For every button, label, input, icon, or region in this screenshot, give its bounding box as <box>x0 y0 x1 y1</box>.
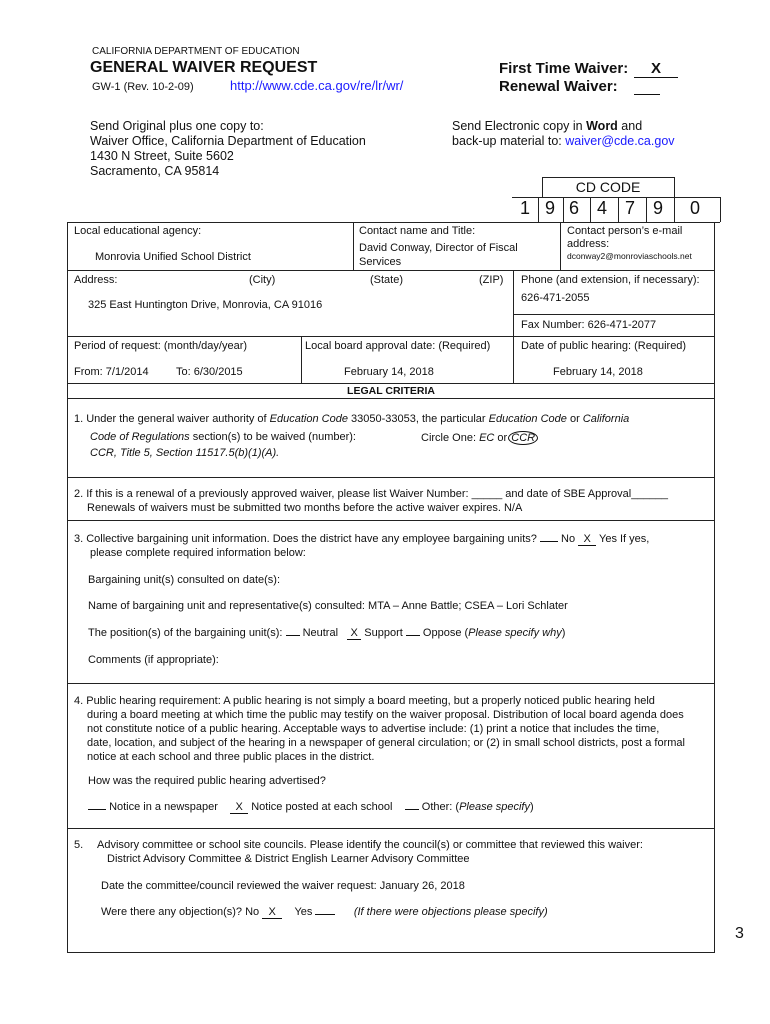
position-label: The position(s) of the bargaining unit(s): <box>88 627 283 639</box>
newspaper-blank[interactable] <box>88 809 106 810</box>
send-line: Sacramento, CA 95814 <box>90 164 220 178</box>
send-electronic-text: Send Electronic copy in <box>452 119 587 133</box>
fax-number[interactable]: Fax Number: 626-471-2077 <box>521 319 657 331</box>
cd-code-digit: 6 <box>568 198 579 218</box>
bargaining-position <box>88 627 565 640</box>
cde-url-link[interactable]: http://www.cde.ca.gov/re/lr/wr/ <box>230 78 404 93</box>
lea-value[interactable]: Monrovia Unified School District <box>95 251 251 263</box>
q1-part: section(s) to be waived (number): <box>189 431 356 443</box>
zip-label: (ZIP) <box>479 274 504 286</box>
send-original-block <box>90 119 366 179</box>
page-number: 3 <box>735 925 744 942</box>
posted-blank[interactable]: X <box>230 801 248 814</box>
objections-note: (If there were objections please specify) <box>353 906 548 918</box>
oppose-end: ) <box>561 627 566 639</box>
q4-line: during a board meeting at which time the public may testify on the waiver proposal. Distribution of local board agenda does <box>87 709 684 721</box>
q1-part: Code of Regulations <box>90 431 190 443</box>
q4-line: 4. Public hearing requirement: A public hearing is not simply a board meeting, but a properly noticed public hearing held <box>74 695 655 707</box>
ec-option[interactable]: EC <box>479 432 495 444</box>
objections-no-blank[interactable]: X <box>262 906 282 919</box>
q1-part: or <box>566 413 583 425</box>
neutral-label: Neutral <box>302 627 339 639</box>
ccr-option-circled[interactable]: CCR <box>508 431 538 445</box>
q1-part: 1. Under the general waiver authority of <box>74 413 270 425</box>
q3-text: 3. Collective bargaining unit information. Does the district have any employee bargaining units? <box>74 533 537 545</box>
period-label: Period of request: (month/day/year) <box>74 340 248 352</box>
q2-line1: 2. If this is a renewal of a previously approved waiver, please list Waiver Number: _____ and date of SBE Approval______ <box>74 488 668 500</box>
board-approval-label: Local board approval date: (Required) <box>305 340 491 352</box>
word-format: Word <box>586 119 618 133</box>
objections-label: Were there any objection(s)? No <box>101 906 260 918</box>
email-value[interactable]: dconway2@monroviaschools.net <box>567 251 692 261</box>
phone-label: Phone (and extension, if necessary): <box>521 274 700 286</box>
bargaining-comments: Comments (if appropriate): <box>88 654 219 666</box>
address-value[interactable]: 325 East Huntington Drive, Monrovia, CA 91016 <box>88 299 323 311</box>
board-approval-date[interactable]: February 14, 2018 <box>344 366 434 378</box>
other-end: ) <box>530 801 534 813</box>
cd-code-digit: 4 <box>596 198 607 218</box>
hearing-date-label: Date of public hearing: (Required) <box>521 340 687 352</box>
q1-text-line2 <box>90 431 356 443</box>
send-line: 1430 N Street, Suite 5602 <box>90 149 234 163</box>
state-label: (State) <box>370 274 404 286</box>
phone-value[interactable]: 626-471-2055 <box>521 292 590 304</box>
renewal-waiver-value[interactable] <box>634 78 660 95</box>
q4-options <box>88 801 534 814</box>
email-label: Contact person’s e-mail address: <box>567 225 683 250</box>
form-title: GENERAL WAIVER REQUEST <box>90 59 318 76</box>
q3-yes-blank[interactable]: X <box>578 533 596 546</box>
legal-criteria-heading: LEGAL CRITERIA <box>347 385 435 397</box>
q1-part: Education Code <box>488 413 567 425</box>
period-to[interactable]: To: 6/30/2015 <box>176 366 243 378</box>
q4-how-advertised: How was the required public hearing advertised? <box>88 775 326 787</box>
q5-text: Advisory committee or school site councils. Please identify the council(s) or committee that reviewed this waiver: <box>97 839 643 851</box>
q3-yes-label: Yes If yes, <box>599 533 650 545</box>
q1-part: 33050-33053, the particular <box>347 413 489 425</box>
neutral-blank[interactable] <box>286 635 300 636</box>
newspaper-label: Notice in a newspaper <box>109 801 218 813</box>
q4-text <box>74 694 685 764</box>
q5-answer[interactable]: District Advisory Committee & District English Learner Advisory Committee <box>107 853 470 865</box>
cd-code-digit: 9 <box>652 198 663 218</box>
period-from[interactable]: From: 7/1/2014 <box>74 366 149 378</box>
department-name: CALIFORNIA DEPARTMENT OF EDUCATION <box>92 46 300 57</box>
q3-no-blank[interactable] <box>540 541 558 542</box>
form-id: GW-1 (Rev. 10-2-09) <box>92 81 194 93</box>
q1-part: California <box>582 413 630 425</box>
circle-one <box>421 431 538 445</box>
backup-label: back-up material to: <box>452 134 566 148</box>
objections-yes-blank[interactable] <box>315 914 335 915</box>
bargaining-unit-names[interactable]: Name of bargaining unit and representative(s) consulted: MTA – Anne Battle; CSEA – Lori Schlater <box>88 600 568 612</box>
q3-no-label: No <box>561 533 576 545</box>
oppose-label: Oppose ( <box>422 627 469 639</box>
objections-yes-label: Yes <box>294 906 313 918</box>
first-time-waiver-label: First Time Waiver: <box>499 60 629 77</box>
cd-code-digit: 0 <box>689 198 700 218</box>
q4-line: not constitute notice of a public hearing. Acceptable ways to advertise include: (1) print a notice that includes the time, <box>87 723 660 735</box>
send-line: Waiver Office, California Department of Education <box>90 134 366 148</box>
cd-code-digit: 1 <box>519 198 530 218</box>
send-line: Send Original plus one copy to: <box>90 119 264 133</box>
other-blank[interactable] <box>405 809 419 810</box>
posted-label: Notice posted at each school <box>251 801 393 813</box>
q1-part: Education Code <box>269 413 348 425</box>
q5-review-date[interactable]: Date the committee/council reviewed the waiver request: January 26, 2018 <box>101 880 465 892</box>
send-electronic-block <box>452 119 675 149</box>
cd-code-digit: 7 <box>624 198 635 218</box>
q4-line: date, location, and subject of the hearing in a newspaper of general circulation; or (2) in small school districts, post a formal <box>87 737 685 749</box>
support-label: Support <box>364 627 403 639</box>
cd-code-label: CD CODE <box>575 179 641 195</box>
oppose-note: Please specify why <box>468 627 562 639</box>
bargaining-consulted-dates: Bargaining unit(s) consulted on date(s): <box>88 574 280 586</box>
circle-or: or <box>494 432 511 444</box>
cd-code-digit: 9 <box>544 198 555 218</box>
renewal-waiver-label: Renewal Waiver: <box>499 78 618 95</box>
hearing-date[interactable]: February 14, 2018 <box>553 366 643 378</box>
q1-text <box>74 413 629 425</box>
contact-value[interactable]: David Conway, Director of Fiscal Services <box>359 242 518 268</box>
other-label: Other: ( <box>421 801 460 813</box>
q3-line1 <box>74 533 649 546</box>
oppose-blank[interactable] <box>406 635 420 636</box>
contact-label: Contact name and Title: <box>359 225 476 237</box>
lea-label: Local educational agency: <box>74 225 202 237</box>
support-blank[interactable]: X <box>347 627 361 640</box>
circle-one-label: Circle One: <box>421 432 480 444</box>
city-label: (City) <box>249 274 276 286</box>
q1-answer[interactable]: CCR, Title 5, Section 11517.5(b)(1)(A). <box>90 447 280 459</box>
q5-number: 5. <box>74 839 84 851</box>
waiver-email-link[interactable]: waiver@cde.ca.gov <box>565 134 675 148</box>
q2-line2: Renewals of waivers must be submitted two months before the active waiver expires. N/A <box>87 502 523 514</box>
send-electronic-text-end: and <box>617 119 643 133</box>
q5-objections <box>101 906 548 919</box>
q4-line: notice at each school and three public places in the district. <box>87 751 375 763</box>
q3-line2: please complete required information below: <box>90 547 306 559</box>
address-label: Address: <box>74 274 118 286</box>
first-time-waiver-value[interactable]: X <box>634 60 678 78</box>
other-note: Please specify <box>459 801 530 813</box>
